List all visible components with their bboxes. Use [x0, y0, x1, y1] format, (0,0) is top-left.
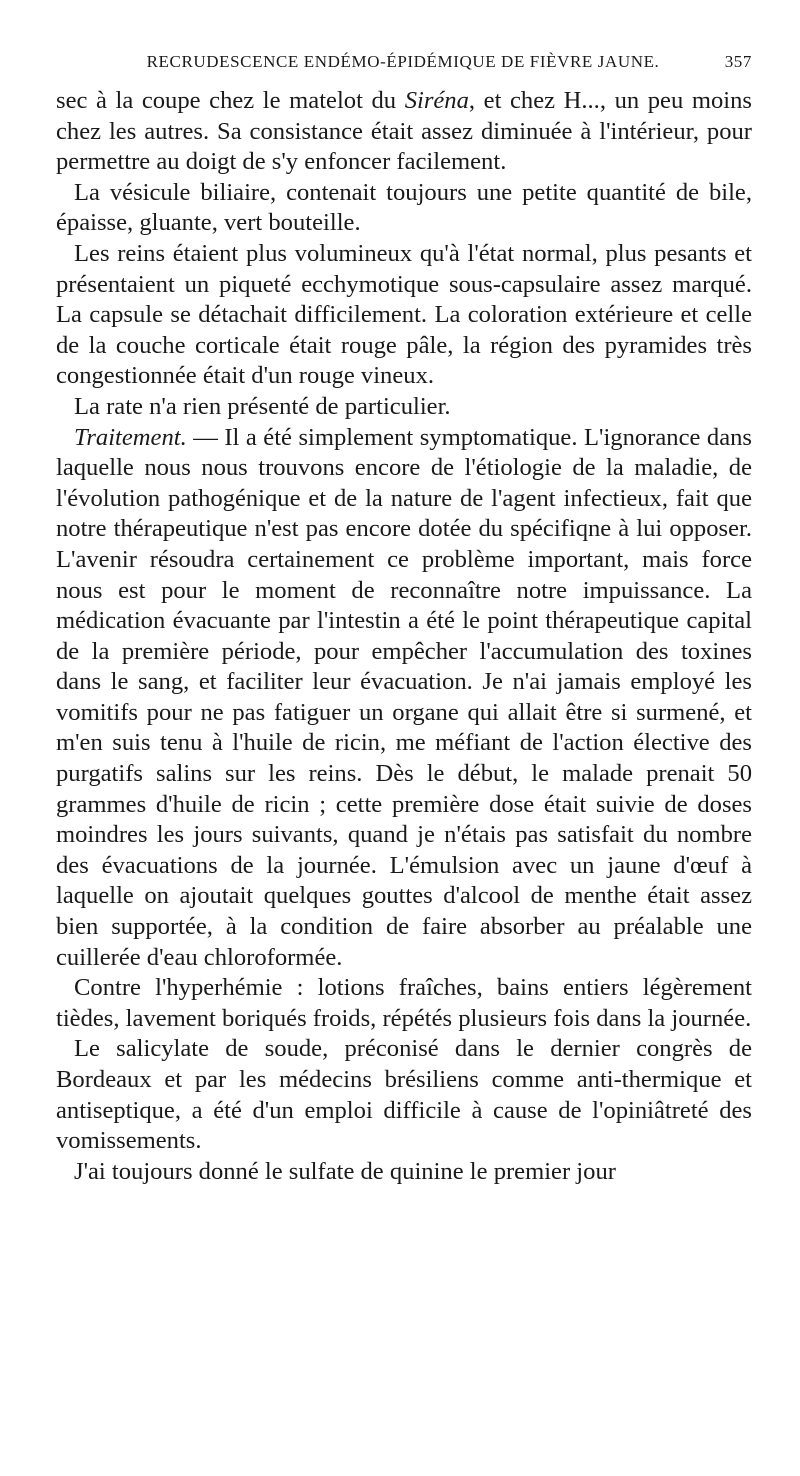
page-number: 357	[724, 52, 752, 71]
running-header	[56, 52, 752, 72]
document-page	[56, 52, 752, 1187]
paragraph-4: La rate n'a rien présenté de particulier.	[74, 392, 451, 420]
paragraph-2: La vésicule biliaire, contenait toujours une petite quantité de bile, épaisse, gluante, vert bouteille.	[56, 178, 752, 237]
paragraph-6: Contre l'hyperhémie : lotions fraîches, bains entiers légèrement tièdes, lavement boriqués froids, répétés plusieurs fois dans la journée.	[56, 974, 752, 1032]
paragraph-8: J'ai toujours donné le sulfate de quinine le premier jour	[74, 1157, 616, 1185]
paragraph-7: Le salicylate de soude, préconisé dans le dernier congrès de Bordeaux et par les médecins brésiliens comme anti-thermique et antiseptique, a été d'un emploi difficile à cause de l'opiniâtreté des vomissements.	[56, 1035, 752, 1155]
paragraph-5-text: — Il a été simplement symptomatique. L'ignorance dans laquelle nous nous trouvons encore de l'étiologie de la maladie, de l'évolution pathogénique et de la nature de l'agent infectieux, fait que notre thérapeutique n'est pas encore dotée du spécifiqne à lui opposer. L'avenir résoudra certainement ce problème important, mais force nous est pour le moment de reconnaître notre impuissance. La médication évacuante par l'intestin a été le point thérapeutique capital de la première période, pour empêcher l'accumulation des toxines dans le sang, et faciliter leur évacuation. Je n'ai jamais employé les vomitifs pour ne pas fatiguer un organe qui allait être si surmené, et m'en suis tenu à l'huile de ricin, me méfiant de l'action élective des purgatifs salins sur les reins. Dès le début, le malade prenait 50 grammes d'huile de ricin ; cette première dose était suivie de doses moindres les jours suivants, quand je n'étais pas satisfait du nombre des évacuations de la journée. L'émulsion avec un jaune d'œuf à laquelle on ajoutait quelques gouttes d'alcool de menthe était assez bien supportée, à la condition de faire absorber au préalable une cuillerée d'eau chloroformée.	[56, 423, 752, 971]
paragraph-3: Les reins étaient plus volumineux qu'à l'état normal, plus pesants et présentaient un piqueté ecchymotique sous-capsulaire assez marqué. La capsule se détachait difficilement. La coloration extérieure et celle de la couche corticale était rouge pâle, la région des pyramides très congestionnée était d'un rouge vineux.	[56, 239, 752, 390]
running-title: RECRUDESCENCE ENDÉMO-ÉPIDÉMIQUE DE FIÈVRE JAUNE.	[146, 52, 660, 71]
body-text	[56, 86, 752, 1187]
paragraph-1-text-b: , et chez H..., un peu moins chez les autres. Sa consistance était assez diminuée à l'intérieur, pour permettre au doigt de s'y enfoncer facilement.	[56, 87, 752, 176]
section-heading-traitement: Traitement.	[74, 423, 187, 451]
ship-name: Siréna	[404, 87, 469, 114]
paragraph-5	[56, 423, 752, 974]
paragraph-1	[56, 86, 752, 178]
paragraph-1-text-a: sec à la coupe chez le matelot du	[56, 87, 405, 114]
